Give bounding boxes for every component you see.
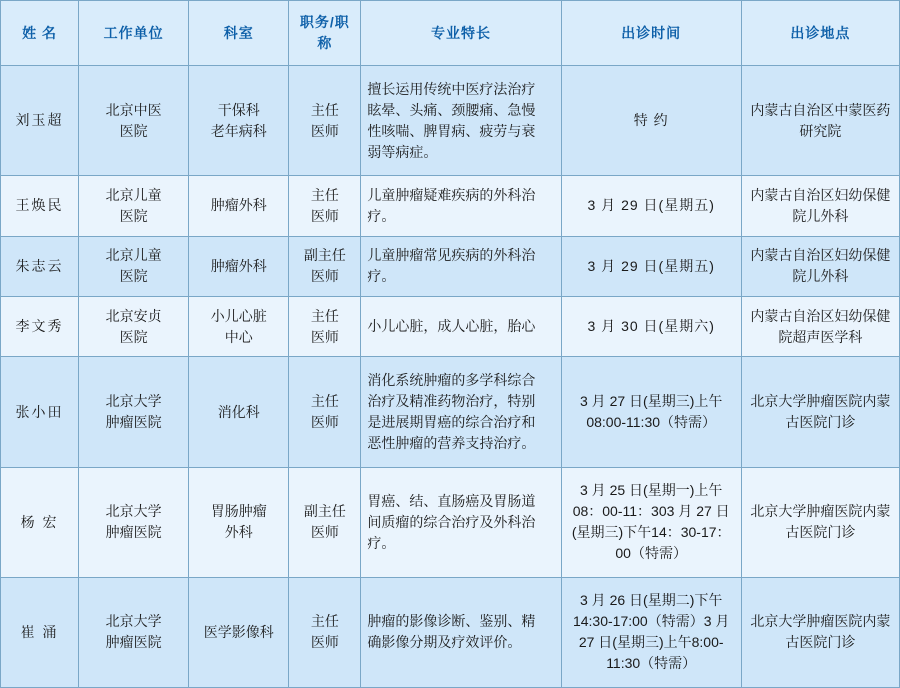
cell-specialty-line: 胃癌、结、直肠癌及胃肠道	[367, 492, 536, 509]
cell-clinic-location	[741, 66, 899, 176]
cell-hospital-line: 医院	[119, 207, 148, 224]
cell-clinic-time-line: 3 月 27 日(星期三)上午	[578, 613, 730, 651]
cell-clinic-time-line: 14：30-17：00（特需）	[615, 524, 731, 562]
cell-specialty-line: 疗。	[367, 534, 396, 551]
cell-title-line: 医师	[310, 524, 339, 541]
cell-hospital-line: 北京大学	[105, 613, 162, 630]
cell-specialty-line: 间质瘤的综合治疗及外科治	[367, 513, 536, 530]
cell-clinic-time	[561, 467, 741, 577]
cell-hospital-line: 北京儿童	[105, 247, 162, 264]
cell-title	[289, 176, 361, 236]
cell-title-line: 主任	[310, 307, 339, 324]
cell-department-line: 小儿心脏	[210, 307, 267, 324]
cell-specialty-line: 是进展期胃癌的综合治疗和	[367, 414, 536, 431]
table-row	[1, 577, 900, 687]
cell-specialty	[361, 577, 561, 687]
cell-hospital-line: 北京大学	[105, 503, 162, 520]
cell-hospital-line: 北京大学	[105, 393, 162, 410]
cell-clinic-location-line: 北京大学肿瘤	[750, 503, 835, 520]
cell-title	[289, 297, 361, 357]
cell-clinic-location-line: 内蒙古自治区妇	[750, 186, 849, 203]
cell-title-line: 副主任	[303, 503, 346, 520]
cell-hospital	[79, 297, 189, 357]
cell-specialty	[361, 467, 561, 577]
cell-title	[289, 577, 361, 687]
header-row	[1, 1, 900, 66]
cell-clinic-time	[561, 176, 741, 236]
cell-title-line: 医师	[310, 207, 339, 224]
table-row	[1, 357, 900, 467]
cell-clinic-location-line: 内蒙古自治区	[750, 307, 835, 324]
cell-title-line: 医师	[310, 634, 339, 651]
cell-department	[189, 176, 289, 236]
cell-hospital-line: 医院	[119, 122, 148, 139]
cell-hospital	[79, 467, 189, 577]
cell-hospital-line: 医院	[119, 268, 148, 285]
table-row	[1, 236, 900, 296]
cell-title	[289, 467, 361, 577]
cell-name: 杨 宏	[1, 467, 79, 577]
cell-specialty-line: 疗。	[367, 207, 396, 224]
cell-clinic-location	[741, 297, 899, 357]
column-header-specialty: 专业特长	[361, 1, 561, 66]
cell-clinic-location-line: 医院内蒙古医院	[785, 393, 891, 431]
cell-hospital	[79, 577, 189, 687]
cell-department	[189, 236, 289, 296]
cell-clinic-time-line: 3 月 30 日(星期六)	[587, 318, 715, 335]
cell-clinic-location-line: 幼保健院儿外科	[792, 186, 891, 224]
cell-title	[289, 236, 361, 296]
cell-specialty-line: 恶性肿瘤的营养支持治疗。	[367, 435, 536, 452]
cell-clinic-location	[741, 236, 899, 296]
table-row	[1, 66, 900, 176]
cell-title-line: 主任	[310, 613, 339, 630]
cell-clinic-time-line: 3 月 29 日(星期五)	[587, 197, 715, 214]
cell-hospital	[79, 176, 189, 236]
cell-department-line: 外科	[224, 524, 253, 541]
cell-clinic-time-line: 8:00-11:30（特需）	[606, 634, 724, 672]
table-row	[1, 297, 900, 357]
cell-specialty-line: 治疗及精准药物治疗，特别	[367, 393, 536, 410]
cell-clinic-location-line: 门诊	[827, 414, 856, 431]
cell-title-line: 医师	[310, 122, 339, 139]
cell-department-line: 肿瘤外科	[210, 257, 267, 274]
table-row	[1, 467, 900, 577]
cell-name: 张小田	[1, 357, 79, 467]
cell-clinic-location-line: 内蒙古自治区妇	[750, 247, 849, 264]
cell-clinic-time	[561, 236, 741, 296]
cell-title	[289, 66, 361, 176]
cell-department-line: 肿瘤外科	[210, 197, 267, 214]
table-row	[1, 176, 900, 236]
cell-specialty-line: 疗。	[367, 268, 396, 285]
cell-clinic-location-line: 中蒙医药研究院	[799, 101, 891, 139]
cell-name: 王焕民	[1, 176, 79, 236]
cell-specialty-line: 小儿心脏，成人心脏，胎心	[367, 318, 536, 335]
cell-specialty-line: 消化系统肿瘤的多学科综合	[367, 372, 536, 389]
cell-name: 朱志云	[1, 236, 79, 296]
cell-specialty	[361, 357, 561, 467]
cell-clinic-location-line: 幼保健院儿外科	[792, 247, 891, 285]
cell-hospital-line: 肿瘤医院	[105, 414, 162, 431]
cell-title-line: 医师	[310, 268, 339, 285]
cell-specialty-line: 擅长运用传统中医疗法治疗	[367, 80, 536, 97]
cell-specialty-line: 性咳喘、脾胃病、疲劳与衰	[367, 122, 536, 139]
cell-department	[189, 577, 289, 687]
column-header-name: 姓 名	[1, 1, 79, 66]
cell-clinic-location	[741, 467, 899, 577]
cell-specialty-line: 儿童肿瘤常见疾病的外科治	[367, 247, 536, 264]
cell-clinic-time	[561, 297, 741, 357]
cell-clinic-location-line: 内蒙古自治区	[750, 101, 835, 118]
cell-name: 李文秀	[1, 297, 79, 357]
cell-clinic-location-line: 门诊	[827, 634, 856, 651]
cell-clinic-time-line: 特 约	[633, 112, 669, 129]
cell-specialty	[361, 66, 561, 176]
cell-clinic-location-line: 超声医学科	[792, 328, 863, 345]
cell-department	[189, 467, 289, 577]
cell-specialty-line: 弱等病症。	[367, 143, 438, 160]
cell-department-line: 医学影像科	[203, 623, 274, 640]
cell-hospital-line: 北京中医	[105, 101, 162, 118]
cell-clinic-time	[561, 66, 741, 176]
cell-specialty	[361, 176, 561, 236]
cell-name: 刘玉超	[1, 66, 79, 176]
column-header-clinic-time: 出诊时间	[561, 1, 741, 66]
cell-clinic-location-line: 门诊	[827, 524, 856, 541]
cell-clinic-location	[741, 176, 899, 236]
cell-clinic-time-line: 3 月 26 日(星期二)下午	[580, 592, 723, 609]
cell-specialty-line: 眩晕、头痛、颈腰痛、急慢	[367, 101, 536, 118]
column-header-clinic-location: 出诊地点	[741, 1, 899, 66]
cell-hospital-line: 北京儿童	[105, 186, 162, 203]
cell-clinic-location	[741, 577, 899, 687]
cell-clinic-time-line: 3 月 25 日(星期一)上午	[580, 482, 723, 499]
cell-clinic-location-line: 医院内蒙古医院	[785, 613, 891, 651]
cell-title-line: 主任	[310, 186, 339, 203]
cell-title	[289, 357, 361, 467]
cell-clinic-location-line: 北京大学肿瘤	[750, 393, 835, 410]
cell-clinic-location-line: 医院内蒙古医院	[785, 503, 891, 541]
cell-title-line: 副主任	[303, 247, 346, 264]
cell-specialty	[361, 236, 561, 296]
cell-department-line: 中心	[224, 328, 253, 345]
cell-clinic-time-line: 14:30-17:00（特需）	[572, 613, 704, 630]
cell-department-line: 干保科	[217, 101, 260, 118]
cell-title-line: 主任	[310, 101, 339, 118]
cell-hospital-line: 肿瘤医院	[105, 634, 162, 651]
cell-hospital	[79, 66, 189, 176]
cell-hospital-line: 医院	[119, 328, 148, 345]
cell-hospital-line: 肿瘤医院	[105, 524, 162, 541]
cell-title-line: 主任	[310, 393, 339, 410]
cell-clinic-time-line: 3 月 27 日(星期三)上午	[580, 393, 723, 410]
cell-department	[189, 297, 289, 357]
cell-clinic-location-line: 北京大学肿瘤	[750, 613, 835, 630]
cell-clinic-location-line: 妇幼保健院	[778, 307, 891, 345]
column-header-title: 职务/职称	[289, 1, 361, 66]
cell-clinic-location	[741, 357, 899, 467]
cell-hospital	[79, 236, 189, 296]
table-header	[1, 1, 900, 66]
cell-clinic-time	[561, 357, 741, 467]
cell-department-line: 胃肠肿瘤	[210, 503, 267, 520]
column-header-hospital: 工作单位	[79, 1, 189, 66]
cell-clinic-time-line: 08：00-11：30	[572, 503, 667, 520]
cell-department	[189, 66, 289, 176]
cell-clinic-time-line: 3 月 29 日(星期五)	[587, 257, 715, 274]
cell-clinic-time-line: 08:00-11:30（特需）	[586, 414, 717, 431]
cell-department-line: 老年病科	[210, 122, 267, 139]
cell-department-line: 消化科	[217, 403, 260, 420]
cell-name: 崔 涌	[1, 577, 79, 687]
cell-hospital-line: 北京安贞	[105, 307, 162, 324]
table-body	[1, 66, 900, 688]
column-header-department: 科室	[189, 1, 289, 66]
cell-clinic-time	[561, 577, 741, 687]
cell-clinic-time-line: 3 月 27 日(星期三)下午	[571, 503, 730, 541]
cell-hospital	[79, 357, 189, 467]
cell-specialty-line: 儿童肿瘤疑难疾病的外科治	[367, 186, 536, 203]
cell-specialty-line: 肿瘤的影像诊断、鉴别、精	[367, 613, 536, 630]
cell-department	[189, 357, 289, 467]
cell-title-line: 医师	[310, 328, 339, 345]
cell-specialty-line: 确影像分期及疗效评价。	[367, 634, 522, 651]
cell-specialty	[361, 297, 561, 357]
cell-title-line: 医师	[310, 414, 339, 431]
